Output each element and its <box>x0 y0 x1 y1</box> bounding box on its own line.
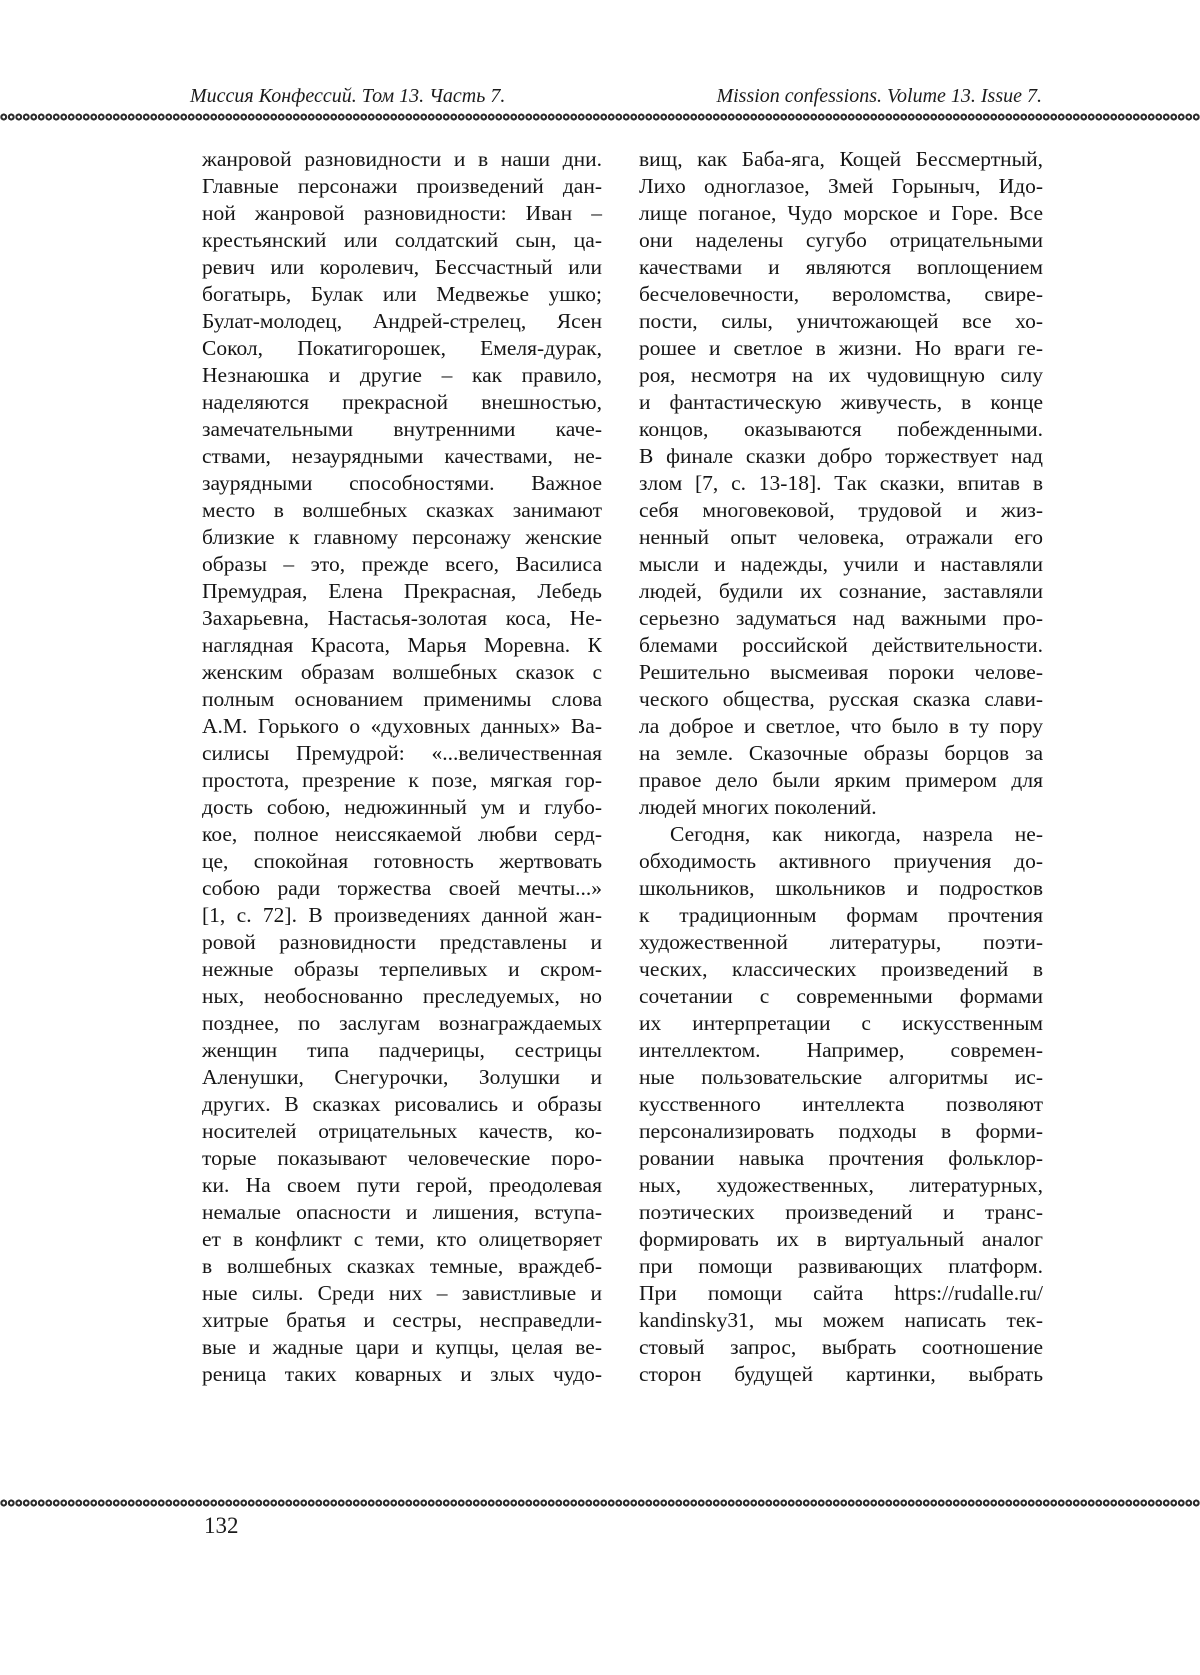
text-line: Лихо одноглазое, Змей Горыныч, Идо- <box>639 174 1043 198</box>
text-line: ствами, незаурядными качествами, не- <box>202 444 602 468</box>
text-line: образы – это, прежде всего, Василиса <box>202 552 602 576</box>
decorative-chain-border-top <box>0 111 1200 123</box>
text-line: поэтических произведений и транс- <box>639 1200 1043 1224</box>
text-line: место в волшебных сказках занимают <box>202 498 602 522</box>
text-line: В финале сказки добро торжествует над <box>639 444 1043 468</box>
text-line: сторон будущей картинки, выбрать <box>639 1362 1043 1386</box>
text-line: Незнаюшка и другие – как правило, <box>202 363 602 387</box>
text-line: формировать их в виртуальный аналог <box>639 1227 1043 1251</box>
text-line: качествами и являются воплощением <box>639 255 1043 279</box>
text-line: серьезно задуматься над важными про- <box>639 606 1043 630</box>
text-line: Решительно высмеивая пороки челове- <box>639 660 1043 684</box>
text-line: художественной литературы, поэти- <box>639 930 1043 954</box>
text-line: Сегодня, как никогда, назрела не- <box>670 822 1043 846</box>
text-line: людей многих поколений. <box>639 795 877 819</box>
text-line: замечательными внутренними каче- <box>202 417 602 441</box>
text-line: злом [7, с. 13-18]. Так сказки, впитав в <box>639 471 1043 495</box>
text-line: силисы Премудрой: «...величественная <box>202 741 602 765</box>
running-head-right: Mission confessions. Volume 13. Issue 7. <box>716 85 1042 107</box>
text-line: ла доброе и светлое, что было в ту пору <box>639 714 1043 738</box>
right-column <box>639 146 1043 1388</box>
text-line: При помощи сайта https://rudalle.ru/ <box>639 1281 1043 1305</box>
text-line: кое, полное неиссякаемой любви серд- <box>202 822 602 846</box>
text-line: немалые опасности и лишения, вступа- <box>202 1200 602 1224</box>
text-line: дость собою, недюжинный ум и глубо- <box>202 795 602 819</box>
text-line: реница таких коварных и злых чудо- <box>202 1362 602 1386</box>
text-line: ревич или королевич, Бессчастный или <box>202 255 602 279</box>
text-line: нежные образы терпеливых и скром- <box>202 957 602 981</box>
text-line: сочетании с современными формами <box>639 984 1043 1008</box>
text-line: правое дело были ярким примером для <box>639 768 1043 792</box>
text-line: персонализировать подходы в форми- <box>639 1119 1043 1143</box>
text-line: Булат-молодец, Андрей-стрелец, Ясен <box>202 309 602 333</box>
text-line: их интерпретации с искусственным <box>639 1011 1043 1035</box>
text-line: женщин типа падчерицы, сестрицы <box>202 1038 602 1062</box>
text-line: ные пользовательские алгоритмы ис- <box>639 1065 1043 1089</box>
text-line: блемами российской действительности. <box>639 633 1043 657</box>
text-line: концов, оказываются побежденными. <box>639 417 1043 441</box>
text-line: ненный опыт человека, отражали его <box>639 525 1043 549</box>
text-line: вые и жадные цари и купцы, целая ве- <box>202 1335 602 1359</box>
text-line: рошее и светлое в жизни. Но враги ге- <box>639 336 1043 360</box>
text-line: вищ, как Баба-яга, Кощей Бессмертный, <box>639 147 1043 171</box>
text-line: в волшебных сказках темные, враждеб- <box>202 1254 602 1278</box>
text-line: интеллектом. Например, современ- <box>639 1038 1043 1062</box>
text-line: Захарьевна, Настасья-золотая коса, Не- <box>202 606 602 630</box>
text-line: на земле. Сказочные образы борцов за <box>639 741 1043 765</box>
text-line: кусственного интеллекта позволяют <box>639 1092 1043 1116</box>
text-line: наглядная Красота, Марья Моревна. К <box>202 633 602 657</box>
text-line: хитрые братья и сестры, несправедли- <box>202 1308 602 1332</box>
text-line: полным основанием применимы слова <box>202 687 602 711</box>
text-line: и фантастическую живучесть, в конце <box>639 390 1043 414</box>
text-line: Аленушки, Снегурочки, Золушки и <box>202 1065 602 1089</box>
text-line: обходимость активного приучения до- <box>639 849 1043 873</box>
text-line: простота, презрение к позе, мягкая гор- <box>202 768 602 792</box>
decorative-chain-border-bottom <box>0 1497 1200 1509</box>
text-line: женским образам волшебных сказок с <box>202 660 602 684</box>
text-line: позднее, по заслугам вознаграждаемых <box>202 1011 602 1035</box>
text-line: носителей отрицательных качеств, ко- <box>202 1119 602 1143</box>
text-line: ные силы. Среди них – завистливые и <box>202 1281 602 1305</box>
text-line: близкие к главному персонажу женские <box>202 525 602 549</box>
text-line: богатырь, Булак или Медвежье ушко; <box>202 282 602 306</box>
text-line: других. В сказках рисовались и образы <box>202 1092 602 1116</box>
page-number: 132 <box>204 1513 239 1538</box>
text-body <box>202 146 1043 1388</box>
text-line: роя, несмотря на их чудовищную силу <box>639 363 1043 387</box>
text-line: Сокол, Покатигорошек, Емеля-дурак, <box>202 336 602 360</box>
running-head-left: Миссия Конфессий. Том 13. Часть 7. <box>190 85 506 107</box>
text-line: kandinsky31, мы можем написать тек- <box>639 1308 1043 1332</box>
text-line: заурядными способностями. Важное <box>202 471 602 495</box>
text-line: наделяются прекрасной внешностью, <box>202 390 602 414</box>
text-line: они наделены сугубо отрицательными <box>639 228 1043 252</box>
text-line: себя многовековой, трудовой и жиз- <box>639 498 1043 522</box>
text-line: к традиционным формам прочтения <box>639 903 1043 927</box>
text-line: ровании навыка прочтения фольклор- <box>639 1146 1043 1170</box>
text-line: Главные персонажи произведений дан- <box>202 174 602 198</box>
text-line: бесчеловечности, вероломства, свире- <box>639 282 1043 306</box>
text-line: А.М. Горького о «духовных данных» Ва- <box>202 714 602 738</box>
text-line: ровой разновидности представлены и <box>202 930 602 954</box>
text-line: це, спокойная готовность жертвовать <box>202 849 602 873</box>
text-line: торые показывают человеческие поро- <box>202 1146 602 1170</box>
text-line: ческого общества, русская сказка слави- <box>639 687 1043 711</box>
text-line: крестьянский или солдатский сын, ца- <box>202 228 602 252</box>
text-line: жанровой разновидности и в наши дни. <box>202 147 602 171</box>
text-line: ной жанровой разновидности: Иван – <box>202 201 602 225</box>
left-column <box>202 146 602 1388</box>
text-line: школьников, школьников и подростков <box>639 876 1043 900</box>
text-line: собою ради торжества своей мечты...» <box>202 876 602 900</box>
text-line: ет в конфликт с теми, кто олицетворяет <box>202 1227 602 1251</box>
running-head <box>190 84 1042 108</box>
text-line: при помощи развивающих платформ. <box>639 1254 1043 1278</box>
text-line: ки. На своем пути герой, преодолевая <box>202 1173 602 1197</box>
text-line: стовый запрос, выбрать соотношение <box>639 1335 1043 1359</box>
text-line: [1, с. 72]. В произведениях данной жан- <box>202 903 602 927</box>
text-line: ческих, классических произведений в <box>639 957 1043 981</box>
text-line: ных, художественных, литературных, <box>639 1173 1043 1197</box>
text-line: ных, необоснованно преследуемых, но <box>202 984 602 1008</box>
text-line: пости, силы, уничтожающей все хо- <box>639 309 1043 333</box>
text-line: Премудрая, Елена Прекрасная, Лебедь <box>202 579 602 603</box>
text-line: мысли и надежды, учили и наставляли <box>639 552 1043 576</box>
text-line: лище поганое, Чудо морское и Горе. Все <box>639 201 1043 225</box>
text-line: людей, будили их сознание, заставляли <box>639 579 1043 603</box>
